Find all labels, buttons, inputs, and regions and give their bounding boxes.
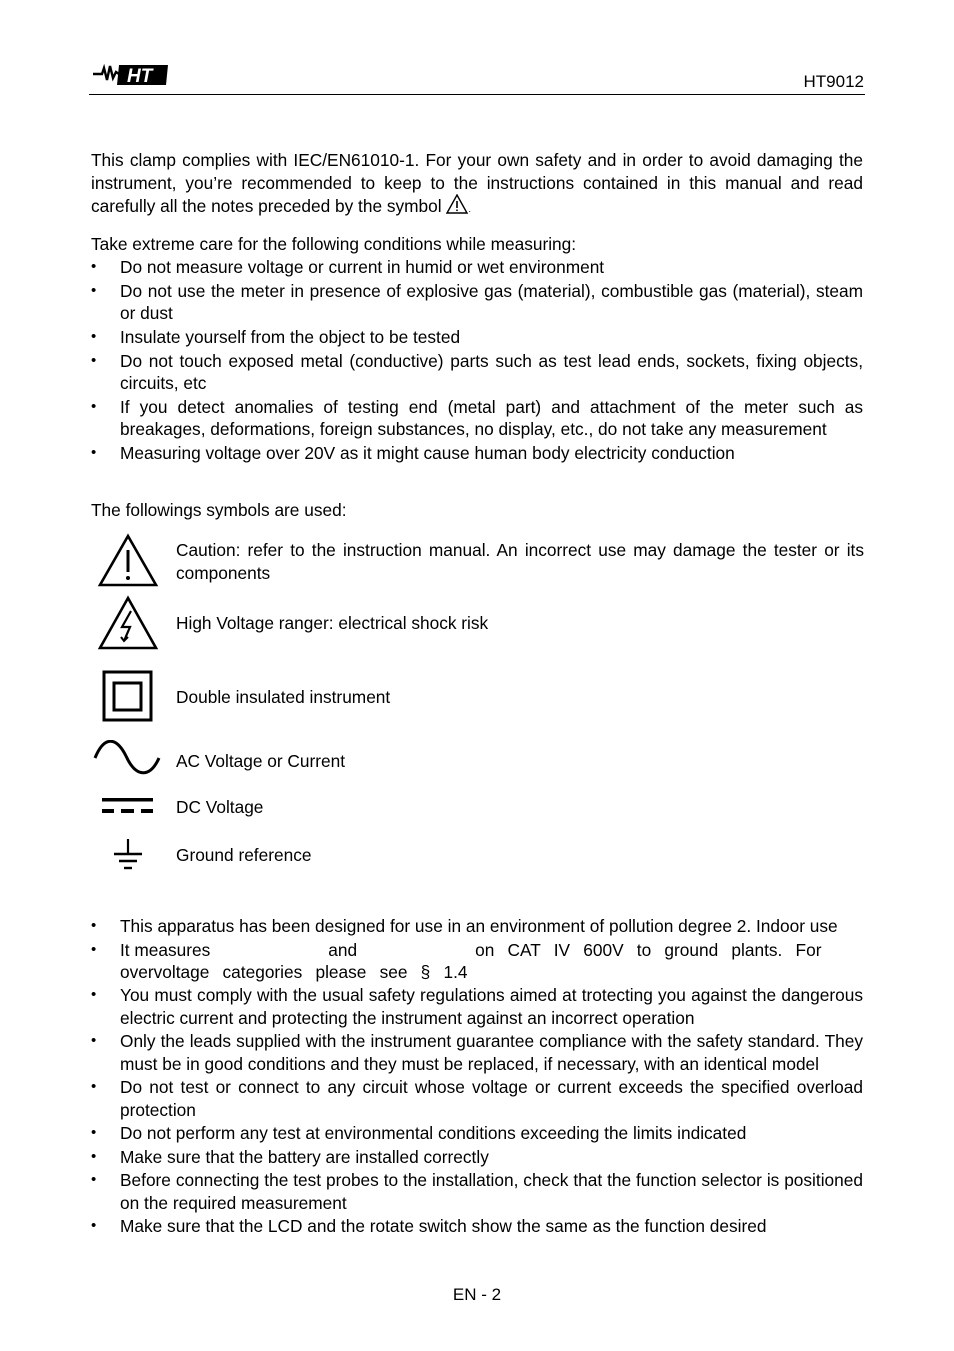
symbol-text: Caution: refer to the instruction manual. An incorrect use may damage the tester or its components (176, 540, 864, 583)
measures-text: It measures (120, 939, 211, 960)
list-item: • Make sure that the LCD and the rotate switch show the same as the function desired (91, 1215, 863, 1237)
svg-text:HT: HT (127, 66, 153, 87)
notes-list (91, 915, 863, 1238)
and-text: and (328, 939, 358, 960)
list-item: • Measuring voltage over 20V as it might cause human body electricity conduction (91, 442, 863, 464)
care-heading: Take extreme care for the following conditions while measuring: (91, 234, 577, 254)
ground-icon (112, 838, 144, 877)
intro-symbol-suffix: . (468, 204, 471, 214)
list-item: • You must comply with the usual safety regulations aimed at trotecting you against the dangerous electric current and protecting the instrument against an incorrect operation (91, 984, 863, 1029)
care-list (91, 256, 863, 464)
list-item: • If you detect anomalies of testing end (metal part) and attachment of the meter such as breakages, deformations, foreign substances, no display, etc., do not take any measurement (91, 396, 863, 441)
list-item (91, 939, 863, 984)
list-item: • Do not touch exposed metal (conductive) parts such as test lead ends, sockets, fixing objects, circuits, etc (91, 350, 863, 395)
list-item: • Do not measure voltage or current in humid or wet environment (91, 256, 863, 278)
list-item: • Do not perform any test at environmental conditions exceeding the limits indicated (91, 1122, 863, 1144)
list-item: • This apparatus has been designed for use in an environment of pollution degree 2. Indoor use (91, 915, 863, 937)
intro-text: This clamp complies with IEC/EN61010-1. For your own safety and in order to avoid damaging the instrument, you’re recommended to keep to the instructions contained in this manual and read carefully all the notes preceded by the symbol (91, 150, 863, 216)
cat-text: on CAT IV 600V to ground plants. For overvoltage categories please see § 1.4 (120, 939, 822, 982)
dc-icon (102, 797, 154, 822)
ht-logo (92, 62, 170, 88)
symbol-text: Double insulated instrument (176, 687, 391, 707)
inline-caution-icon (446, 194, 468, 220)
list-item: • Do not test or connect to any circuit whose voltage or current exceeds the specified overload protection (91, 1076, 863, 1121)
symbol-text: DC Voltage (176, 797, 264, 817)
double-insulation-icon (102, 670, 154, 727)
list-item: • Do not use the meter in presence of explosive gas (material), combustible gas (material), steam or dust (91, 280, 863, 325)
list-item: • Only the leads supplied with the instrument guarantee compliance with the safety standard. They must be in good conditions and they must be replaced, if necessary, with an identical model (91, 1030, 863, 1075)
caution-triangle-icon (97, 533, 159, 593)
ac-sine-icon (92, 740, 162, 781)
symbol-text: Ground reference (176, 845, 312, 865)
intro-paragraph (91, 149, 863, 221)
symbol-text: AC Voltage or Current (176, 751, 346, 771)
header-divider (89, 94, 865, 95)
list-item: • Before connecting the test probes to the installation, check that the function selector is positioned on the required measurement (91, 1169, 863, 1214)
list-item: • Insulate yourself from the object to be tested (91, 326, 863, 348)
high-voltage-icon (97, 595, 159, 656)
symbol-text: High Voltage ranger: electrical shock risk (176, 613, 489, 633)
symbols-heading: The followings symbols are used: (91, 500, 347, 520)
page-number: EN - 2 (452, 1285, 502, 1304)
model-name: HT9012 (803, 72, 864, 91)
list-item: • Make sure that the battery are installed correctly (91, 1146, 863, 1168)
